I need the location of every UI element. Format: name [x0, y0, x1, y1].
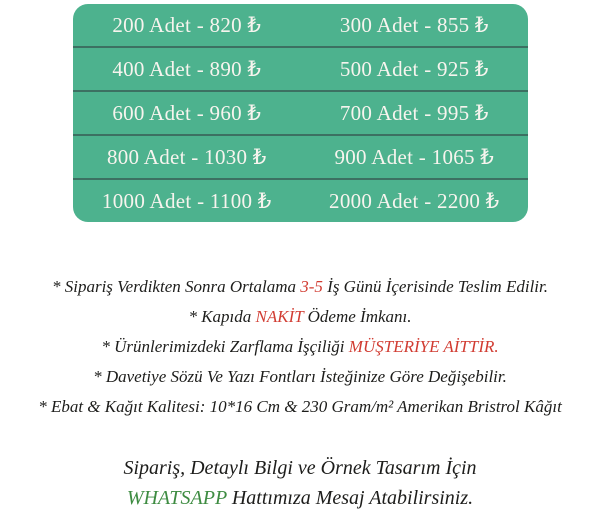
note-highlight: NAKİT	[255, 307, 304, 326]
price-cell: 500 Adet - 925 ₺	[339, 56, 489, 81]
note-highlight: 3-5	[300, 277, 323, 296]
note-delivery	[0, 272, 600, 302]
price-cell: 1000 Adet - 1100 ₺	[101, 188, 272, 213]
note-text: İş Günü İçerisinde Teslim Edilir.	[322, 277, 548, 296]
note-text: * Ebat & Kağıt Kalitesi: 10*16 Cm & 230 Gram/m² Amerikan Bristrol Kâğıt	[38, 397, 562, 416]
note-text: * Sipariş Verdikten Sonra Ortalama	[52, 277, 301, 296]
table-row	[73, 46, 528, 90]
price-cell: 900 Adet - 1065 ₺	[334, 144, 495, 169]
table-row	[73, 4, 528, 46]
price-cell: 600 Adet - 960 ₺	[112, 100, 262, 125]
table-row	[73, 90, 528, 134]
price-cell: 300 Adet - 855 ₺	[339, 12, 489, 37]
note-text: * Davetiye Sözü Ve Yazı Fontları İsteğinize Göre Değişebilir.	[93, 367, 507, 386]
note-text: * Kapıda	[188, 307, 256, 326]
price-cell: 200 Adet - 820 ₺	[112, 12, 262, 37]
price-cell: 800 Adet - 1030 ₺	[106, 144, 267, 169]
whatsapp-label: WHATSAPP	[126, 487, 227, 509]
note-fonts	[0, 362, 600, 392]
footer-line-2	[0, 483, 600, 513]
table-row	[73, 134, 528, 178]
table-row	[73, 178, 528, 222]
note-paper	[0, 392, 600, 422]
footer-text: Hattımıza Mesaj Atabilirsiniz.	[226, 487, 474, 509]
footer-line-1	[0, 453, 600, 483]
note-highlight: MÜŞTERİYE AİTTİR.	[348, 337, 499, 356]
price-cell: 2000 Adet - 2200 ₺	[329, 188, 500, 213]
price-cell: 700 Adet - 995 ₺	[339, 100, 489, 125]
note-text: * Ürünlerimizdeki Zarflama İşçiliği	[101, 337, 349, 356]
note-payment	[0, 302, 600, 332]
footer-text: Sipariş, Detaylı Bilgi ve Örnek Tasarım İçin	[123, 457, 477, 479]
note-text: Ödeme İmkanı.	[303, 307, 412, 326]
price-cell: 400 Adet - 890 ₺	[112, 56, 262, 81]
pricing-table	[73, 4, 528, 222]
note-envelope	[0, 332, 600, 362]
footer-section	[0, 453, 600, 513]
notes-section	[0, 272, 600, 422]
